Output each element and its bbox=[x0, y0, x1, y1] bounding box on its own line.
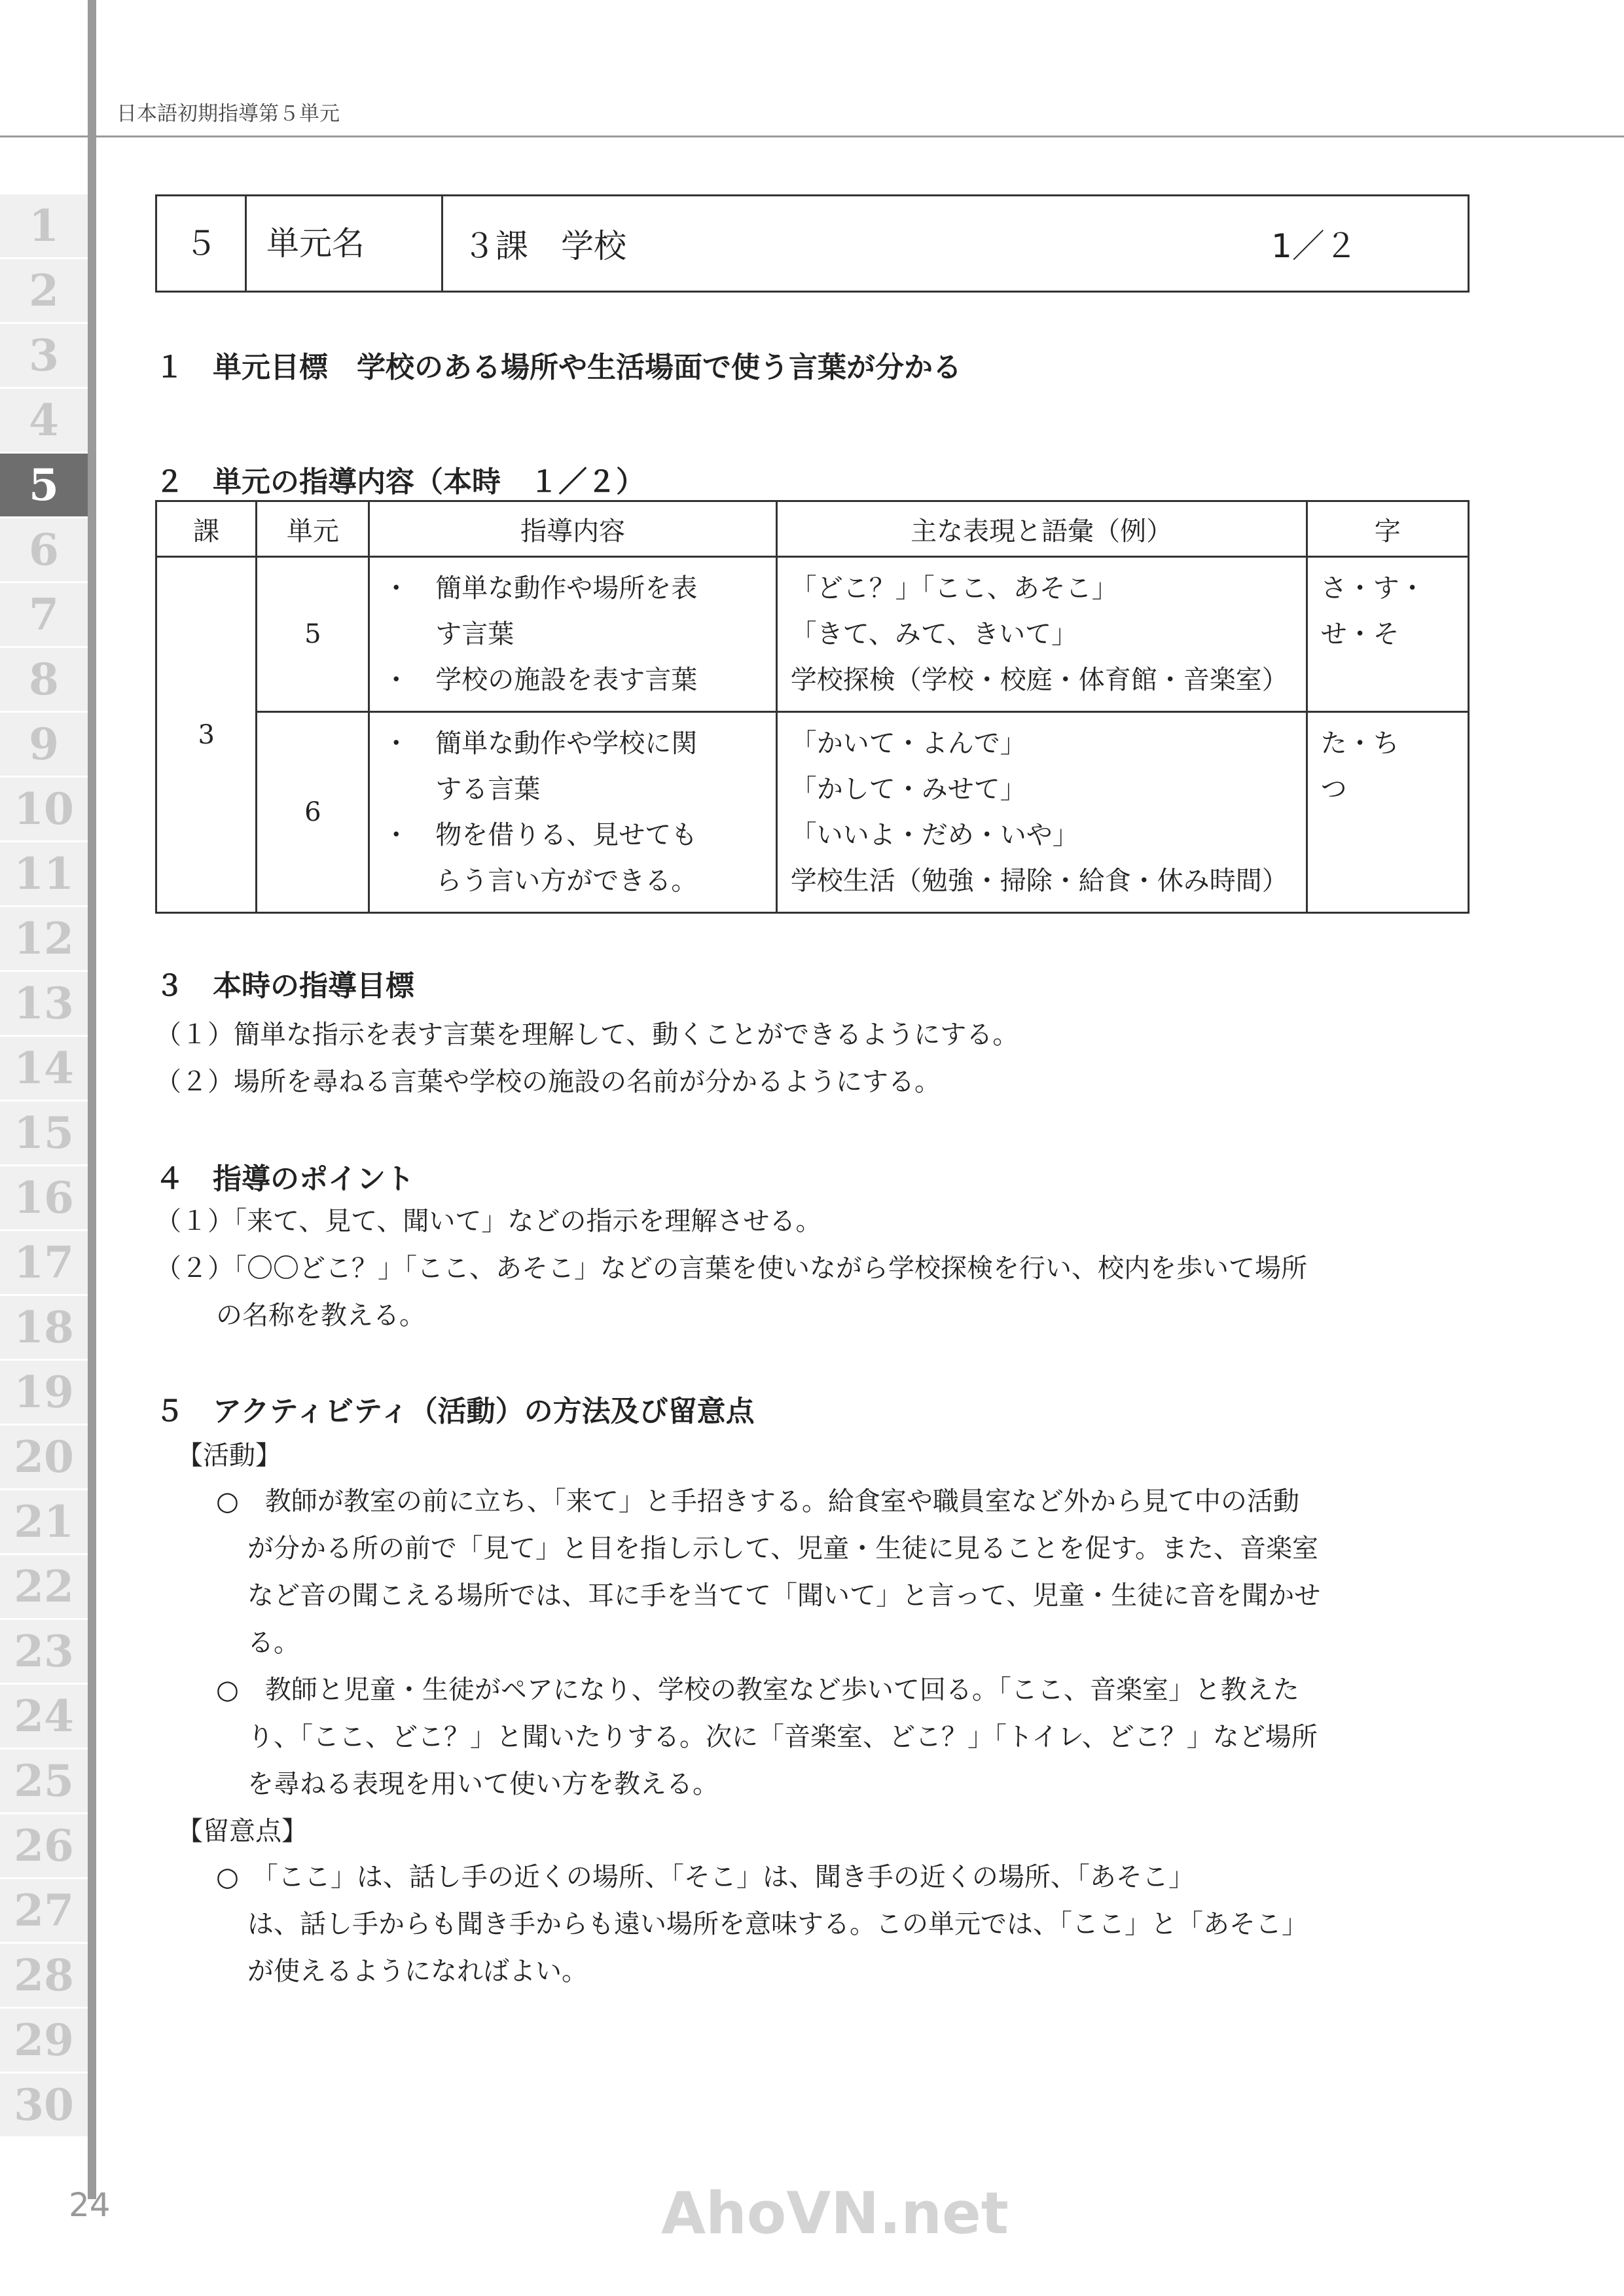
activity-line: ○ 教師が教室の前に立ち、「来て」と手招きする。給食室や職員室など外から見て中の活動 bbox=[216, 1486, 1299, 1516]
content-line: らう言い方ができる。 bbox=[383, 866, 698, 896]
vertical-margin-bar bbox=[88, 0, 96, 2199]
chapter-tab-14[interactable]: 14 bbox=[0, 1037, 88, 1100]
activity-line: など音の聞こえる場所では、耳に手を当てて「聞いて」と言って、児童・生徒に音を聞かせ bbox=[247, 1581, 1321, 1611]
chapter-tab-23[interactable]: 23 bbox=[0, 1620, 88, 1683]
chapter-tab-11[interactable]: 11 bbox=[0, 842, 88, 905]
unit-title: ３課 学校 bbox=[463, 227, 626, 265]
content-table bbox=[155, 500, 1470, 914]
expression-line: 学校生活（勉強・掃除・給食・休み時間） bbox=[790, 866, 1288, 896]
section3-heading: ３ 本時の指導目標 bbox=[155, 969, 414, 1003]
unit-cell: 5 bbox=[257, 557, 369, 712]
chapter-tab-22[interactable]: 22 bbox=[0, 1555, 88, 1618]
section4-item-cont: の名称を教える。 bbox=[216, 1300, 425, 1331]
activity-line: り、「ここ、どこ？」と聞いたりする。次に「音楽室、どこ？」「トイレ、どこ？」など場所 bbox=[247, 1722, 1318, 1752]
section3-item: （１）簡単な指示を表す言葉を理解して、動くことができるようにする。 bbox=[155, 1020, 1019, 1050]
section4-item: （１）「来て、見て、聞いて」などの指示を理解させる。 bbox=[155, 1206, 822, 1236]
chapter-tab-27[interactable]: 27 bbox=[0, 1879, 88, 1942]
table-row bbox=[156, 557, 1469, 712]
char-cell bbox=[1307, 712, 1468, 913]
note-line: ○ 「ここ」は、話し手の近くの場所、「そこ」は、聞き手の近くの場所、「あそこ」 bbox=[216, 1862, 1195, 1892]
expression-line: 「どこ？」「ここ、あそこ」 bbox=[790, 573, 1118, 603]
unit-number: ５ bbox=[157, 196, 247, 291]
content-line: する言葉 bbox=[383, 774, 541, 804]
char-line: た・ち bbox=[1320, 728, 1399, 759]
section2-heading: ２ 単元の指導内容（本時 １／２） bbox=[155, 465, 645, 499]
expression-line: 学校探検（学校・校庭・体育館・音楽室） bbox=[790, 665, 1288, 695]
content-cell bbox=[369, 712, 777, 913]
page-number: 24 bbox=[69, 2186, 111, 2224]
table-header: 指導内容 bbox=[369, 501, 777, 557]
content-line: ・ 物を借りる、見せても bbox=[383, 820, 698, 850]
expression-cell bbox=[776, 557, 1307, 712]
lesson-cell: 3 bbox=[156, 557, 257, 913]
chapter-tab-12[interactable]: 12 bbox=[0, 907, 88, 970]
chapter-tab-6[interactable]: 6 bbox=[0, 518, 88, 581]
section1-heading: １ 単元目標 学校のある場所や生活場面で使う言葉が分かる bbox=[155, 351, 962, 384]
expression-line: 「かして・みせて」 bbox=[790, 774, 1026, 804]
chapter-tab-19[interactable]: 19 bbox=[0, 1361, 88, 1424]
chapter-tab-7[interactable]: 7 bbox=[0, 583, 88, 646]
notes-label: 【留意点】 bbox=[177, 1816, 308, 1846]
table-header: 単元 bbox=[257, 501, 369, 557]
section4-item: （２）「〇〇どこ？」「ここ、あそこ」などの言葉を使いながら学校探検を行い、校内を歩いて場所 bbox=[155, 1253, 1307, 1283]
chapter-tab-2[interactable]: 2 bbox=[0, 259, 88, 322]
chapter-tab-21[interactable]: 21 bbox=[0, 1490, 88, 1553]
table-header-row bbox=[156, 501, 1469, 557]
chapter-tab-13[interactable]: 13 bbox=[0, 972, 88, 1035]
unit-cell: 6 bbox=[257, 712, 369, 913]
unit-page: 1／２ bbox=[1271, 227, 1358, 265]
activity-line: を尋ねる表現を用いて使い方を教える。 bbox=[247, 1769, 719, 1799]
section5-heading: ５ アクティビティ（活動）の方法及び留意点 bbox=[155, 1395, 755, 1428]
expression-line: 「きて、みて、きいて」 bbox=[790, 619, 1078, 649]
table-header: 主な表現と語彙（例） bbox=[776, 501, 1307, 557]
activity-label: 【活動】 bbox=[177, 1441, 281, 1471]
chapter-tab-15[interactable]: 15 bbox=[0, 1102, 88, 1164]
note-line: が使えるようになればよい。 bbox=[247, 1956, 588, 1986]
header-title: 日本語初期指導第５単元 bbox=[117, 102, 340, 126]
chapter-tab-30[interactable]: 30 bbox=[0, 2073, 88, 2136]
unit-title-box bbox=[155, 194, 1470, 293]
chapter-tab-20[interactable]: 20 bbox=[0, 1426, 88, 1488]
chapter-tab-24[interactable]: 24 bbox=[0, 1685, 88, 1748]
activity-line: る。 bbox=[247, 1628, 300, 1658]
chapter-tab-5[interactable]: 5 bbox=[0, 454, 88, 516]
chapter-tab-28[interactable]: 28 bbox=[0, 1944, 88, 2007]
char-line: さ・す・ bbox=[1320, 573, 1426, 603]
unit-label: 単元名 bbox=[247, 196, 443, 291]
chapter-tabs bbox=[0, 194, 88, 2138]
table-row bbox=[156, 712, 1469, 913]
chapter-tab-4[interactable]: 4 bbox=[0, 389, 88, 452]
chapter-tab-29[interactable]: 29 bbox=[0, 2009, 88, 2072]
table-header: 課 bbox=[156, 501, 257, 557]
activity-line: が分かる所の前で「見て」と目を指し示して、児童・生徒に見ることを促す。また、音楽室 bbox=[247, 1534, 1318, 1564]
char-line: つ bbox=[1320, 774, 1347, 804]
watermark: AhoVN.net bbox=[661, 2179, 1009, 2247]
content-line: ・ 簡単な動作や場所を表 bbox=[383, 573, 698, 603]
chapter-tab-9[interactable]: 9 bbox=[0, 713, 88, 776]
note-line: は、話し手からも聞き手からも遠い場所を意味する。この単元では、「ここ」と「あそこ」 bbox=[247, 1909, 1308, 1939]
chapter-tab-16[interactable]: 16 bbox=[0, 1166, 88, 1229]
table-header: 字 bbox=[1307, 501, 1468, 557]
chapter-tab-26[interactable]: 26 bbox=[0, 1814, 88, 1877]
char-cell bbox=[1307, 557, 1468, 712]
content-line: ・ 簡単な動作や学校に関 bbox=[383, 728, 698, 759]
content-cell bbox=[369, 557, 777, 712]
expression-cell bbox=[776, 712, 1307, 913]
section4-heading: ４ 指導のポイント bbox=[155, 1162, 414, 1196]
chapter-tab-8[interactable]: 8 bbox=[0, 648, 88, 711]
char-line: せ・そ bbox=[1320, 619, 1399, 649]
chapter-tab-18[interactable]: 18 bbox=[0, 1296, 88, 1359]
expression-line: 「かいて・よんで」 bbox=[790, 728, 1026, 759]
chapter-tab-1[interactable]: 1 bbox=[0, 194, 88, 257]
chapter-tab-10[interactable]: 10 bbox=[0, 778, 88, 840]
chapter-tab-25[interactable]: 25 bbox=[0, 1749, 88, 1812]
expression-line: 「いいよ・だめ・いや」 bbox=[790, 820, 1079, 850]
chapter-tab-17[interactable]: 17 bbox=[0, 1231, 88, 1294]
chapter-tab-3[interactable]: 3 bbox=[0, 324, 88, 387]
section3-item: （２）場所を尋ねる言葉や学校の施設の名前が分かるようにする。 bbox=[155, 1067, 941, 1097]
activity-line: ○ 教師と児童・生徒がペアになり、学校の教室など歩いて回る。「ここ、音楽室」と教えた bbox=[216, 1675, 1299, 1705]
content-line: す言葉 bbox=[383, 619, 514, 649]
header-rule bbox=[0, 135, 1624, 137]
content-line: ・ 学校の施設を表す言葉 bbox=[383, 665, 698, 695]
